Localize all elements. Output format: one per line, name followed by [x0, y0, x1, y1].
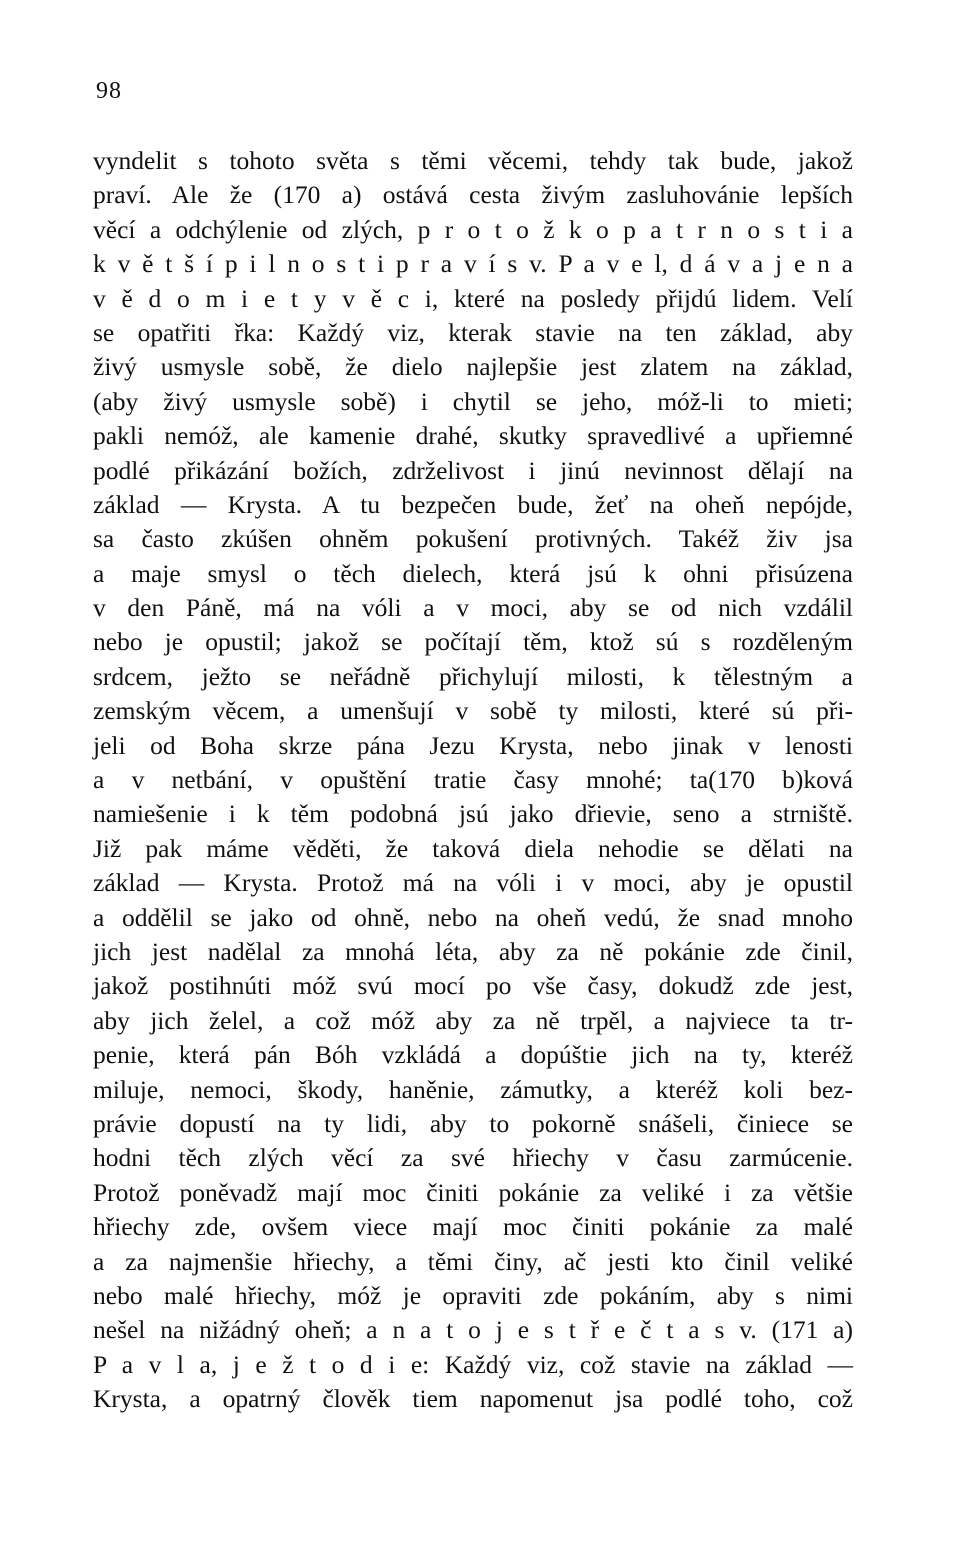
text-line: praví. Ale že (170 a) ostává cesta živým zasluhovánie lepších — [93, 180, 853, 210]
text-line: jich jest nadělal za mnohá léta, aby za ně pokánie zde činil, — [93, 936, 853, 966]
text-line: zemským věcem, a umenšují v sobě ty milosti, které sú při- — [93, 696, 853, 726]
text-line: nebo malé hřiechy, móž je opraviti zde pokáním, aby s nimi — [93, 1280, 853, 1310]
text-line: hodni těch zlých věcí za své hřiechy v času zarmúcenie. — [93, 1143, 853, 1173]
body-text — [93, 144, 853, 1416]
text-line: hřiechy zde, ovšem viece mají moc činiti pokánie za malé — [93, 1212, 853, 1242]
text-line: k v ě t š í p i l n o s t i p r a v í s v. P a v e l, d á v a j e n a — [93, 249, 853, 279]
text-line: jakož postihnúti móž svú mocí po vše časy, dokudž zde jest, — [93, 971, 853, 1001]
text-line: penie, která pán Bóh vzkládá a dopúštie jich na ty, kteréž — [93, 1040, 853, 1070]
text-line: v ě d o m i e t y v ě c i, které na posledy přijdú lidem. Velí — [93, 283, 853, 313]
text-line: věcí a odchýlenie od zlých, p r o t o ž k o p a t r n o s t i a — [93, 214, 853, 244]
text-line: právie dopustí na ty lidi, aby to pokorně snášeli, činiece se — [93, 1108, 853, 1138]
text-line: základ — Krysta. Protož má na vóli i v moci, aby je opustil — [93, 868, 853, 898]
text-line: Krysta, a opatrný člověk tiem napomenut jsa podlé toho, což — [93, 1384, 853, 1414]
text-line: se opatřiti řka: Každý viz, kterak stavie na ten základ, aby — [93, 317, 853, 347]
text-line: P a v l a, j e ž t o d i e: Každý viz, což stavie na základ — — [93, 1349, 853, 1379]
text-line: a za najmenšie hřiechy, a těmi činy, ač jesti kto činil veliké — [93, 1246, 853, 1276]
text-line: namiešenie i k těm podobná jsú jako dřievie, seno a strniště. — [93, 799, 853, 829]
text-line: aby jich želel, a což móž aby za ně trpěl, a najviece ta tr- — [93, 1005, 853, 1035]
text-line: a maje smysl o těch dielech, která jsú k ohni přisúzena — [93, 558, 853, 588]
text-line: miluje, nemoci, škody, haněnie, zámutky, a kteréž koli bez- — [93, 1074, 853, 1104]
text-line: vyndelit s tohoto světa s těmi věcemi, tehdy tak bude, jakož — [93, 146, 853, 175]
text-line: podlé přikázání božích, zdrželivost i jinú nevinnost dělají na — [93, 455, 853, 485]
text-line: Již pak máme věděti, že taková diela nehodie se dělati na — [93, 833, 853, 863]
text-line: sa často zkúšen ohněm pokušení protivných. Takéž živ jsa — [93, 524, 853, 554]
text-line: jeli od Boha skrze pána Jezu Krysta, nebo jinak v lenosti — [93, 730, 853, 760]
text-line: (aby živý usmysle sobě) i chytil se jeho, móž-li to mieti; — [93, 386, 853, 416]
text-line: pakli nemóž, ale kamenie drahé, skutky spravedlivé a upřiemné — [93, 421, 853, 451]
text-line: srdcem, ježto se neřádně přichylují milosti, k tělestným a — [93, 661, 853, 691]
text-line: a oddělil se jako od ohně, nebo na oheň vedú, že snad mnoho — [93, 902, 853, 932]
text-line: v den Páně, má na vóli a v moci, aby se od nich vzdálil — [93, 593, 853, 623]
page-number: 98 — [96, 78, 122, 104]
text-line: živý usmysle sobě, že dielo najlepšie jest zlatem na základ, — [93, 352, 853, 382]
text-line: nešel na nižádný oheň; a n a t o j e s t ř e č t a s v. (171 a) — [93, 1315, 853, 1345]
text-line: základ — Krysta. A tu bezpečen bude, žeť na oheň nepójde, — [93, 489, 853, 519]
text-line: nebo je opustil; jakož se počítají těm, ktož sú s rozděleným — [93, 627, 853, 657]
text-line: a v netbání, v opuštění tratie časy mnohé; ta(170 b)ková — [93, 765, 853, 795]
text-line: Protož poněvadž mají moc činiti pokánie za veliké i za většie — [93, 1177, 853, 1207]
